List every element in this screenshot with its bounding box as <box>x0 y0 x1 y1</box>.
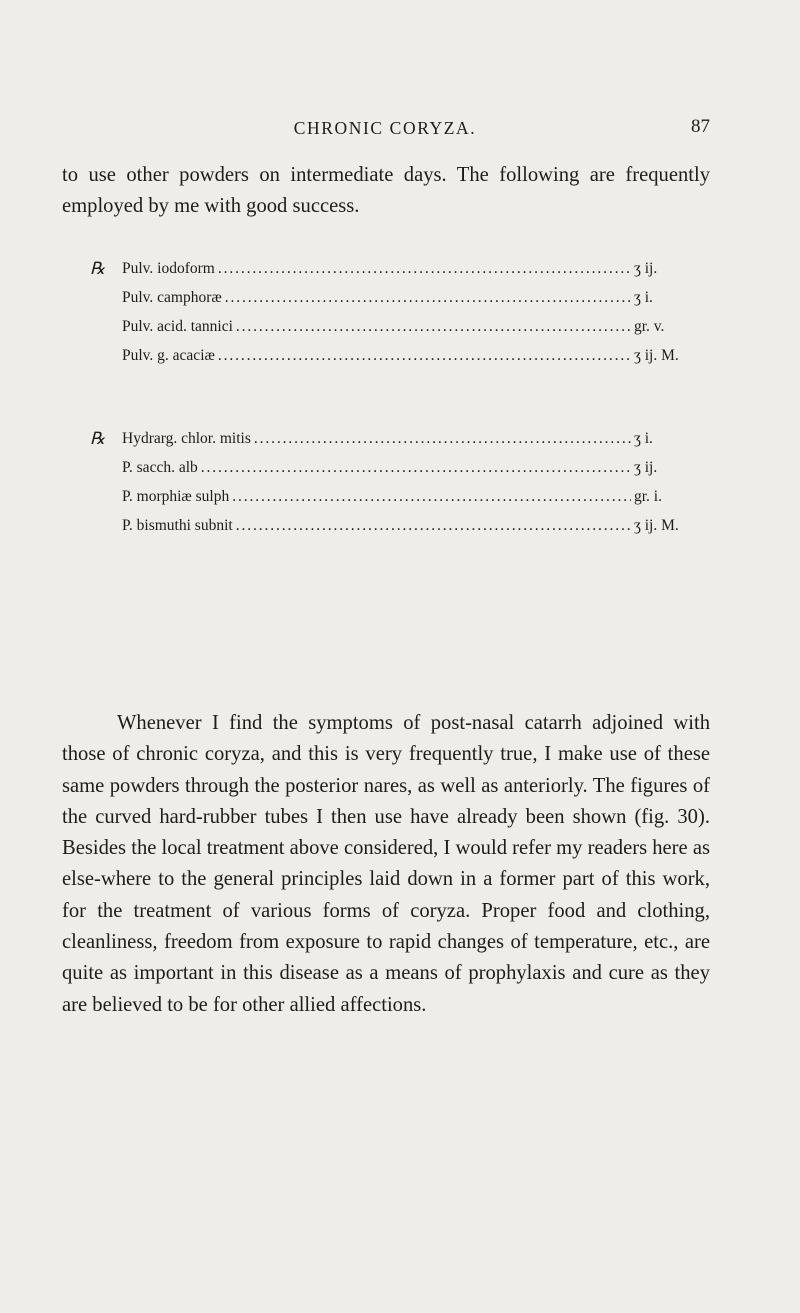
dot-leader <box>225 283 631 312</box>
running-head <box>60 116 710 142</box>
ingredient-dose: ʒ i. <box>634 289 653 306</box>
ingredient-name: Hydrarg. chlor. mitis <box>122 430 251 447</box>
ingredient-name: P. morphiæ sulph <box>122 488 230 505</box>
ingredient-name: Pulv. camphoræ <box>122 289 222 306</box>
dot-leader <box>218 254 631 283</box>
dot-leader <box>201 453 631 482</box>
dot-leader <box>232 482 631 511</box>
recipe-symbol: ℞ <box>90 259 106 278</box>
recipe-symbol: ℞ <box>90 429 106 448</box>
prescription-line <box>90 511 706 540</box>
paragraph-intro: to use other powders on intermediate days. The following are frequently employed by me with good success. <box>62 164 710 218</box>
dot-leader <box>218 341 631 370</box>
prescription-line <box>90 453 706 482</box>
ingredient-name: Pulv. iodoform <box>122 260 215 277</box>
ingredient-dose: ʒ ij. M. <box>634 347 679 364</box>
prescription-line <box>90 312 706 341</box>
ingredient-dose: ʒ ij. M. <box>634 517 679 534</box>
prescription-line <box>90 424 706 453</box>
ingredient-dose: ʒ i. <box>634 430 653 447</box>
ingredient-dose: ʒ ij. <box>634 459 658 476</box>
dot-leader <box>254 424 631 453</box>
prescription-line <box>90 482 706 511</box>
ingredient-name: P. bismuthi subnit <box>122 517 233 534</box>
dot-leader <box>236 511 631 540</box>
ingredient-dose: ʒ ij. <box>634 260 658 277</box>
prescription-1 <box>90 254 706 370</box>
ingredient-name: P. sacch. alb <box>122 459 198 476</box>
ingredient-dose: gr. i. <box>634 488 662 505</box>
ingredient-name: Pulv. g. acaciæ <box>122 347 215 364</box>
dot-leader <box>236 312 631 341</box>
ingredient-dose: gr. v. <box>634 318 665 335</box>
page-number: 87 <box>691 116 710 137</box>
running-title: CHRONIC CORYZA. <box>293 118 477 138</box>
prescription-line <box>90 341 706 370</box>
prescription-line <box>90 254 706 283</box>
prescription-line <box>90 283 706 312</box>
ingredient-name: Pulv. acid. tannici <box>122 318 233 335</box>
paragraph-body: Whenever I find the symptoms of post-nasal catarrh adjoined with those of chronic coryza, and this is very frequently true, I make use of these same powders through the posterior nares, as well as anteriorly. The figures of the curved hard-rubber tubes I then use have already been shown (fig. 30). Besides the local treatment above considered, I would refer my readers here as else-where to the general principles laid down in a former part of this work, for the treatment of various forms of coryza. Proper food and clothing, cleanliness, freedom from exposure to rapid changes of temperature, etc., are quite as important in this disease as a means of prophylaxis and cure as they are believed to be for other allied affections. <box>62 712 710 1016</box>
prescription-2 <box>90 424 706 540</box>
